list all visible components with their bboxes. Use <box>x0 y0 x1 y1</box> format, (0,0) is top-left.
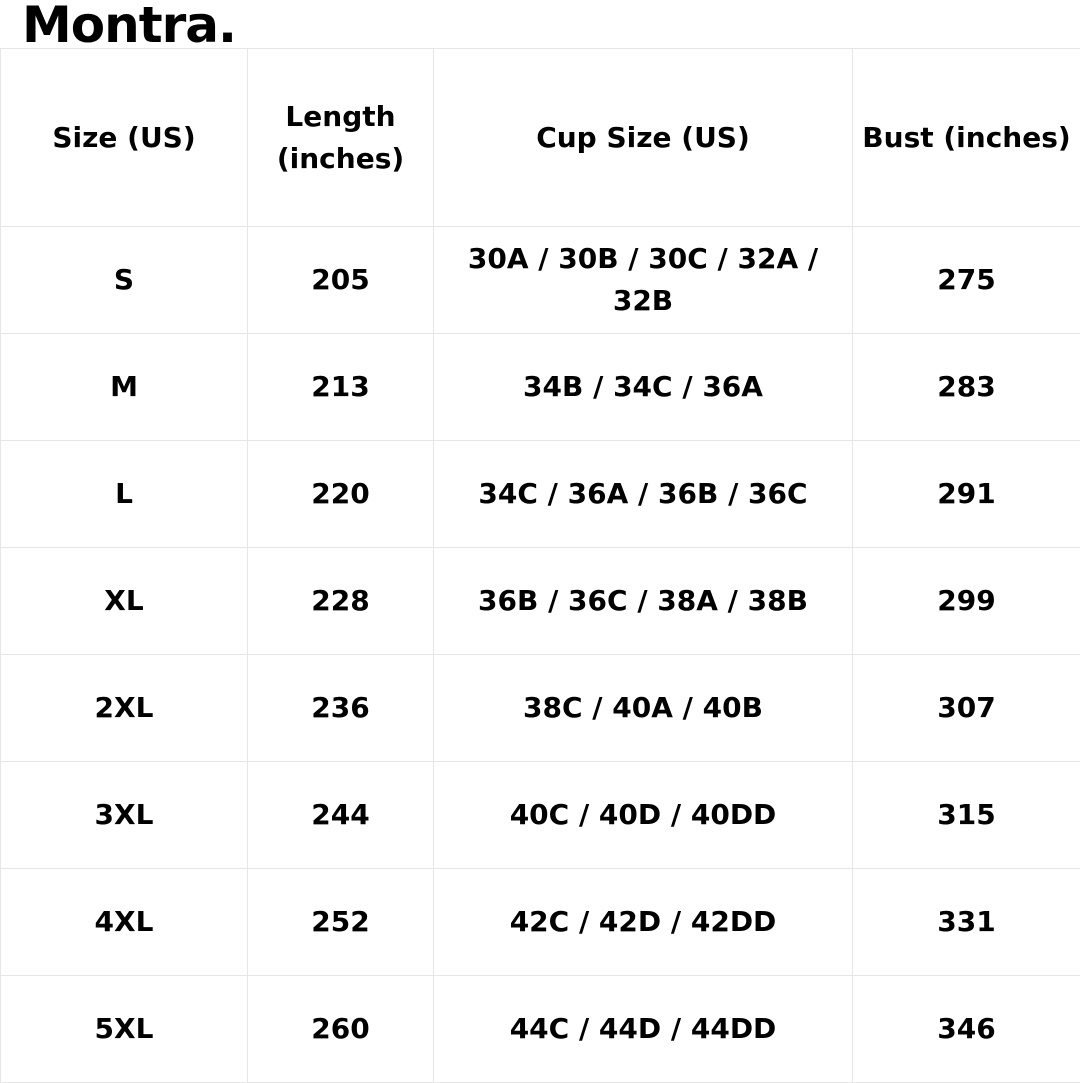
cell-length: 220 <box>248 441 434 548</box>
table-row <box>1 548 1080 655</box>
cell-length: 213 <box>248 334 434 441</box>
cell-size: M <box>1 334 248 441</box>
header-length: Length (inches) <box>248 49 434 227</box>
cell-bust: 346 <box>853 976 1080 1083</box>
cell-length: 228 <box>248 548 434 655</box>
cell-cup-size: 30A / 30B / 30C / 32A / 32B <box>434 227 853 334</box>
cell-cup-size: 38C / 40A / 40B <box>434 655 853 762</box>
cell-size: 2XL <box>1 655 248 762</box>
cell-bust: 275 <box>853 227 1080 334</box>
size-chart-table <box>0 48 1080 1083</box>
cell-length: 205 <box>248 227 434 334</box>
table-row <box>1 334 1080 441</box>
cell-cup-size: 34C / 36A / 36B / 36C <box>434 441 853 548</box>
cell-size: XL <box>1 548 248 655</box>
table-row <box>1 976 1080 1083</box>
cell-cup-size: 42C / 42D / 42DD <box>434 869 853 976</box>
cell-size: 4XL <box>1 869 248 976</box>
table-row <box>1 655 1080 762</box>
cell-cup-size: 40C / 40D / 40DD <box>434 762 853 869</box>
cell-size: 3XL <box>1 762 248 869</box>
table-row <box>1 227 1080 334</box>
cell-bust: 307 <box>853 655 1080 762</box>
cell-length: 244 <box>248 762 434 869</box>
cell-bust: 283 <box>853 334 1080 441</box>
cell-size: 5XL <box>1 976 248 1083</box>
cell-length: 252 <box>248 869 434 976</box>
table-header-row <box>1 49 1080 227</box>
cell-cup-size: 44C / 44D / 44DD <box>434 976 853 1083</box>
cell-length: 260 <box>248 976 434 1083</box>
cell-size: L <box>1 441 248 548</box>
cell-size: S <box>1 227 248 334</box>
header-bust: Bust (inches) <box>853 49 1080 227</box>
cell-bust: 291 <box>853 441 1080 548</box>
header-cup-size: Cup Size (US) <box>434 49 853 227</box>
table-row <box>1 441 1080 548</box>
table-row <box>1 762 1080 869</box>
brand-logo: Montra. <box>22 0 236 54</box>
table-row <box>1 869 1080 976</box>
cell-cup-size: 36B / 36C / 38A / 38B <box>434 548 853 655</box>
cell-cup-size: 34B / 34C / 36A <box>434 334 853 441</box>
cell-bust: 315 <box>853 762 1080 869</box>
cell-bust: 299 <box>853 548 1080 655</box>
cell-bust: 331 <box>853 869 1080 976</box>
cell-length: 236 <box>248 655 434 762</box>
header-size: Size (US) <box>1 49 248 227</box>
